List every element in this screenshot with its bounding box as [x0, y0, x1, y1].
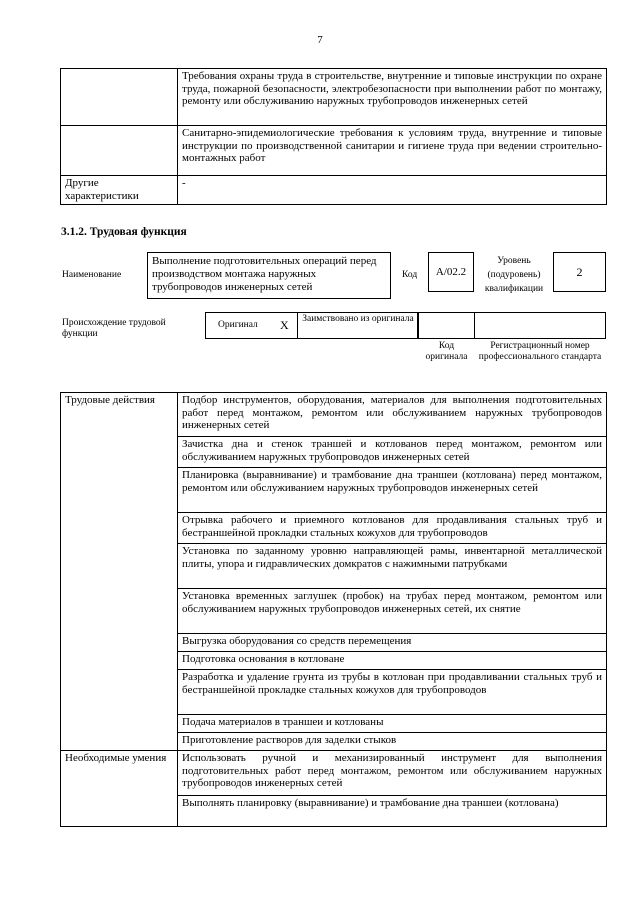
page-number: 7 — [317, 34, 323, 46]
row-label — [61, 69, 178, 126]
skills-label: Необходимые умения — [61, 751, 178, 827]
actions-label: Трудовые действия — [61, 393, 178, 751]
original-label: Оригинал — [218, 320, 258, 330]
divider — [297, 312, 298, 339]
action-item: Разработка и удаление грунта из трубы в котлован при продавливании стальных труб и бестраншейной прокладке стальных кожухов для трубопроводов — [178, 670, 607, 715]
section-title: 3.1.2. Трудовая функция — [61, 226, 187, 238]
registration-number-box — [474, 312, 606, 339]
origin-label: Происхождение трудовой функции — [62, 318, 166, 339]
skill-item: Выполнять планировку (выравнивание) и трамбование дна траншеи (котлована) — [178, 796, 607, 827]
function-table — [60, 392, 607, 827]
table-row — [61, 176, 607, 205]
action-item: Подбор инструментов, оборудования, материалов для выполнения подготовительных работ перед монтажом, ремонтом или обслуживанием наружных трубопроводов инженерных сетей — [178, 393, 607, 437]
table-row — [61, 69, 607, 126]
original-mark: X — [280, 318, 289, 332]
function-code: А/02.2 — [428, 252, 474, 292]
level-label: Уровень (подуровень) квалификации — [484, 256, 544, 294]
original-code-box — [418, 312, 475, 339]
action-item: Приготовление растворов для заделки стыков — [178, 733, 607, 751]
name-label: Наименование — [62, 270, 122, 280]
action-item: Отрывка рабочего и приемного котлованов для продавливания стальных труб и бестраншейной прокладки стальных кожухов для трубопроводов — [178, 513, 607, 544]
borrowed-label: Заимствовано из оригинала — [302, 314, 414, 324]
action-item: Установка по заданному уровню направляющей рамы, инвентарной металлической плиты, упора и гидравлических домкратов с нажимными патрубками — [178, 544, 607, 589]
table-row — [61, 751, 607, 796]
row-text: Санитарно-эпидемиологические требования к условиям труда, внутренние и типовые инструкции по производственной санитарии и гигиене труда при ведении строительно-монтажных работ — [178, 126, 607, 176]
action-item: Установка временных заглушек (пробок) на трубах перед монтажом, ремонтом или обслуживанием наружных трубопроводов инженерных сетей, их снятие — [178, 589, 607, 634]
action-item: Подача материалов в траншеи и котлованы — [178, 715, 607, 733]
action-item: Зачистка дна и стенок траншей и котлованов перед монтажом, ремонтом или обслуживанием наружных трубопроводов инженерных сетей — [178, 437, 607, 468]
table-row — [61, 126, 607, 176]
qualification-level: 2 — [553, 252, 606, 292]
action-item: Выгрузка оборудования со средств перемещения — [178, 634, 607, 652]
registration-caption: Регистрационный номер профессионального стандарта — [478, 341, 602, 362]
row-text: - — [178, 176, 607, 205]
code-label: Код — [402, 270, 418, 280]
action-item: Планировка (выравнивание) и трамбование дна траншеи (котлована) перед монтажом, ремонтом или обслуживанием наружных трубопроводов инженерных сетей — [178, 468, 607, 513]
table-row — [61, 393, 607, 437]
row-text: Требования охраны труда в строительстве, внутренние и типовые инструкции по охране труда, пожарной безопасности, электробезопасности при выполнении работ по монтажу, ремонту или обслуживанию наружных трубопроводов инженерных сетей — [178, 69, 607, 126]
requirements-table — [60, 68, 607, 205]
row-label — [61, 126, 178, 176]
skill-item: Использовать ручной и механизированный инструмент для выполнения подготовительных работ перед монтажом, ремонтом или обслуживанием наружных трубопроводов инженерных сетей — [178, 751, 607, 796]
row-label: Другие характеристики — [61, 176, 178, 205]
code-caption: Код оригинала — [425, 341, 468, 362]
function-name: Выполнение подготовительных операций перед производством монтажа наружных трубопроводов инженерных сетей — [147, 252, 391, 299]
action-item: Подготовка основания в котловане — [178, 652, 607, 670]
